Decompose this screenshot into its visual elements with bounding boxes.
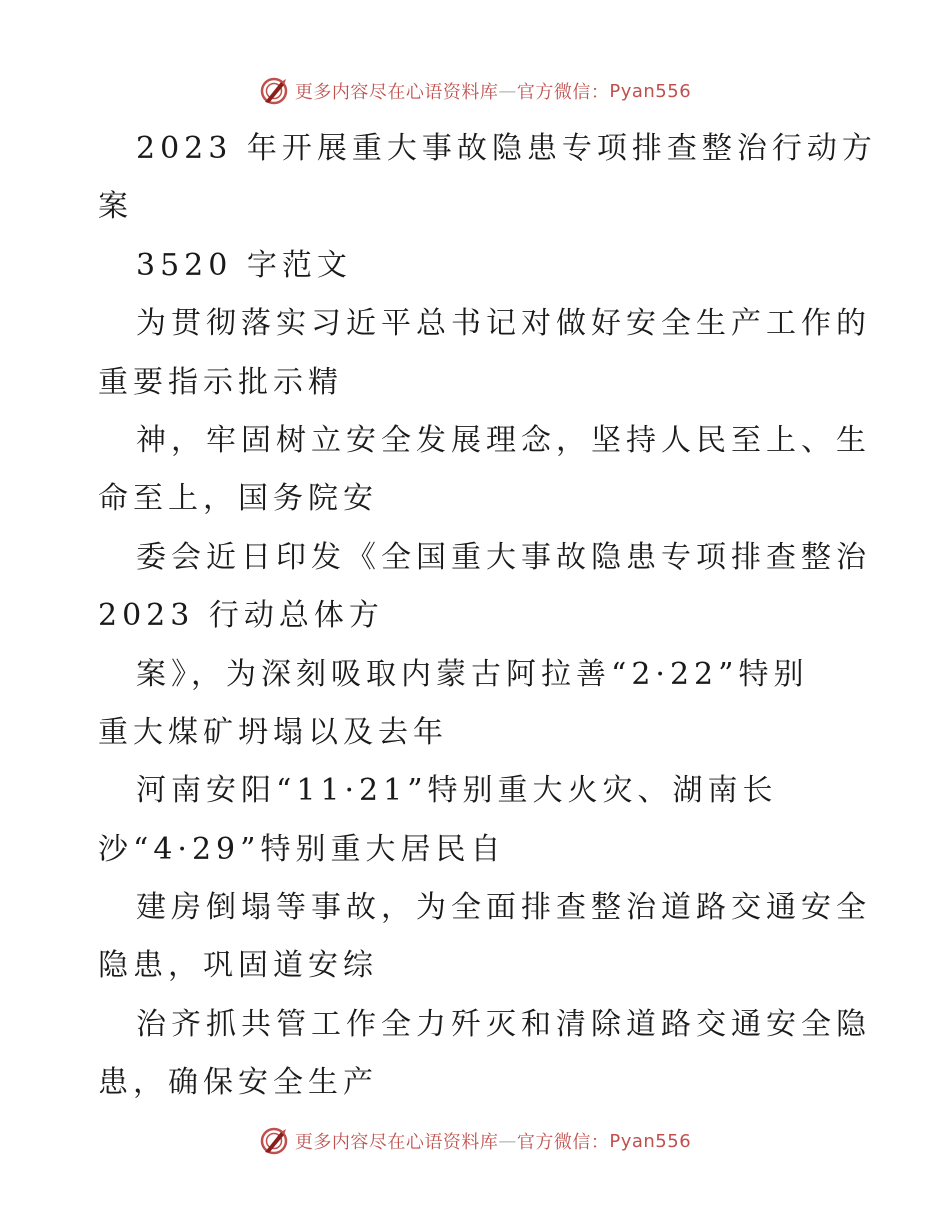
- watermark-text: 更多内容尽在心语资料库: [294, 1132, 499, 1153]
- watermark-wechat-label: 官方微信：: [516, 82, 610, 103]
- quill-logo-icon: [259, 76, 289, 106]
- paragraph-line: 委会近日印发《全国重大事故隐患专项排查整治: [136, 539, 871, 575]
- watermark-wechat-id: Pyan556: [609, 80, 692, 102]
- paragraph-line: 建房倒塌等事故，为全面排查整治道路交通安全: [136, 890, 871, 926]
- document-body: [98, 120, 877, 1113]
- header-watermark: [0, 71, 950, 111]
- paragraph-line: 河南安阳“11·21”特别重大火灾、湖南长: [136, 773, 778, 809]
- watermark-separator: —: [498, 1130, 517, 1152]
- paragraph-line: 沙“4·29”特别重大居民自: [98, 831, 506, 867]
- watermark-text: 更多内容尽在心语资料库: [294, 82, 499, 103]
- paragraph-line: 神，牢固树立安全发展理念，坚持人民至上、生: [136, 422, 871, 458]
- quill-logo-icon: [259, 1126, 289, 1156]
- watermark-wechat-label: 官方微信：: [516, 1132, 610, 1153]
- paragraph-line: 重大煤矿坍塌以及去年: [98, 714, 448, 750]
- paragraph-line: 案》，为深刻吸取内蒙古阿拉善“2·22”特别: [136, 656, 809, 692]
- footer-watermark: [0, 1121, 950, 1161]
- doc-title-line: 2023 年开展重大事故隐患专项排查整治行动方: [136, 131, 877, 166]
- paragraph-line: 重要指示批示精: [98, 364, 343, 400]
- paragraph-line: 治齐抓共管工作全力歼灭和清除道路交通安全隐: [136, 1006, 871, 1042]
- paragraph-line: 为贯彻落实习近平总书记对做好安全生产工作的: [136, 306, 871, 342]
- paragraph-line: 隐患，巩固道安综: [98, 948, 378, 984]
- paragraph-line: 2023 行动总体方: [98, 598, 384, 634]
- watermark-separator: —: [498, 80, 517, 102]
- paragraph-line: 命至上，国务院安: [98, 481, 378, 517]
- paragraph-line: 患，确保安全生产: [98, 1065, 378, 1101]
- watermark-wechat-id: Pyan556: [609, 1130, 692, 1152]
- doc-subtitle-line: 3520 字范文: [136, 247, 352, 283]
- doc-title-line: 案: [98, 189, 133, 225]
